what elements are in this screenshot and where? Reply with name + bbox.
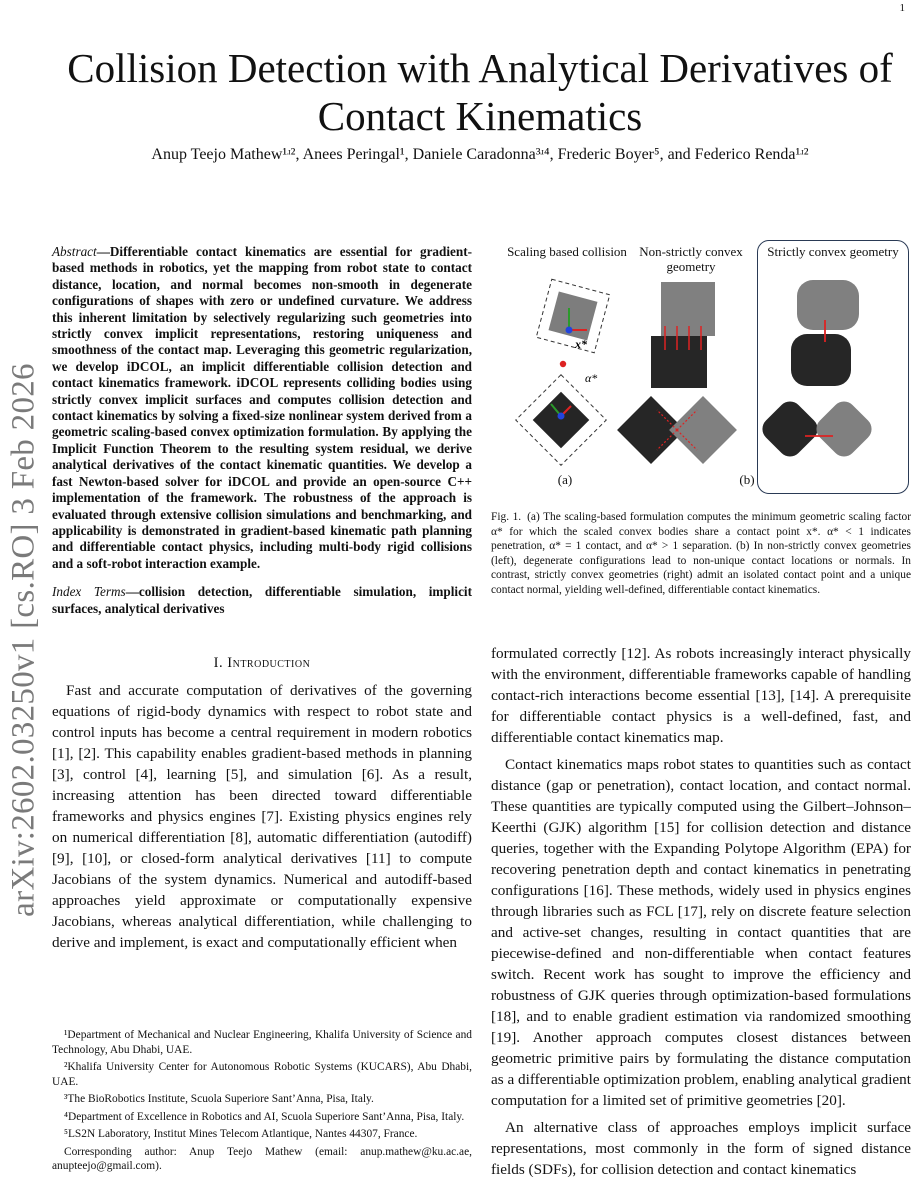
right-column (491, 238, 911, 1180)
caption-head: Fig. 1. (491, 511, 522, 523)
abstract-label: Abstract (52, 244, 97, 259)
figure-1 (491, 238, 911, 496)
figure-col-label: Strictly convex geometry (767, 244, 899, 259)
paper-title: Collision Detection with Analytical Derivatives of Contact Kinematics (67, 45, 893, 139)
footnote: ³The BioRobotics Institute, Scuola Superiore Sant’Anna, Pisa, Italy. (64, 1093, 374, 1105)
subfigure-a-label: (a) (557, 472, 573, 487)
footnotes (52, 1028, 472, 1177)
footnote: ⁵LS2N Laboratory, Institut Mines Telecom Atlantique, Nantes 44307, France. (64, 1128, 418, 1140)
right-paragraph: formulated correctly [12]. As robots increasingly interact physically with the environment, differentiable frameworks capable of handling contact-rich interactions become essential [13], [14]. A prerequisite for differentiable contact physics is a well-defined, fast, and differentiable contact kinematics map. (491, 645, 911, 746)
section-heading (52, 655, 472, 672)
scaled-body-bottom (516, 375, 607, 466)
figure-caption (491, 510, 911, 597)
scaled-body-top (536, 279, 609, 352)
figure-illustration (491, 238, 911, 496)
x-star-label: x* (575, 337, 587, 351)
square-body-bottom (651, 336, 707, 388)
diamond-body-right (669, 396, 737, 464)
caption-text: (a) The scaling-based formulation computes the minimum geometric scaling factor α* for which the scaled convex bodies share a contact point x*. α* < 1 indicates penetration, α* = 1 contact, and α* > 1 separation. (b) In non-strictly convex geometries (left), degenerate configurations lead to non-unique contact locations or normals. In contrast, strictly convex geometries (right) admit an isolated contact point and a unique contact normal, yielding well-defined, differentiable contact kinematics. (491, 511, 911, 596)
rounded-body-bottom (791, 334, 851, 386)
intro-paragraph: Fast and accurate computation of derivatives of the governing equations of rigid-body dynamics with respect to robot state and control inputs has become a central requirement in modern robotics [1], [2]. This capability enables gradient-based methods in planning [3], control [4], learning [5], and simulation [6]. As a result, increasing attention has been directed toward differentiable frameworks and physics engines [7]. Existing physics engines rely on numerical differentiation [8], automatic differentiation (autodiff) [9], [10], or closed-form analytical derivatives [11] to compute Jacobians of the system dynamics. Numerical and autodiff-based approaches yield approximate or computationally expensive Jacobians, whereas analytical differentiation, while challenging to derive and implement, is exact and computationally efficient when (52, 681, 472, 951)
section-title: Introduction (227, 654, 311, 671)
rounded-body-top (797, 280, 859, 330)
abstract (52, 244, 472, 572)
figure-col-label: Non-strictly convex geometry (639, 244, 743, 274)
index-terms-text: —collision detection, differentiable simulation, implicit surfaces, analytical derivatives (52, 584, 472, 616)
subfigure-b-label: (b) (739, 472, 755, 487)
arxiv-sidebar-stamp: arXiv:2602.03250v1 [cs.RO] 3 Feb 2026 (5, 363, 42, 917)
contact-point-marker (560, 361, 566, 367)
rounded-diamond-left (757, 396, 822, 461)
author-list: Anup Teejo Mathew¹ʴ², Anees Peringal¹, Daniele Caradonna³ʴ⁴, Frederic Boyer⁵, and Federico Renda¹ʴ² (151, 146, 809, 163)
figure-col-label: Scaling based collision (507, 244, 627, 259)
right-paragraph: Contact kinematics maps robot states to quantities such as contact distance (gap or penetration), contact location, and contact normal. These quantities are typically computed using the Gilbert–Johnson–Keerthi (GJK) algorithm [15] for collision detection and distance queries, together with the Expanding Polytope Algorithm (EPA) for recovering penetration depth and contact kinematics in penetrating configurations [16]. These methods, widely used in physics engines through libraries such as FCL [17], rely on discrete feature selection and active-set changes, resulting in contact quantities that are piecewise-defined and non-differentiable when contact features switch. Recent work has sought to improve the efficiency and robustness of GJK queries through optimization-based formulations [18], and to enable gradient estimation via randomized smoothing [19]. Another approach computes closest distances between geometric primitive pairs by formulating the distance computation as a differentiable optimization problem, enabling analytical gradient computation for a limited set of primitive geometries [20]. (491, 756, 911, 1109)
footnote: Corresponding author: Anup Teejo Mathew (email: anup.mathew@ku.ac.ae, anupteejo@gmail.com). (52, 1145, 472, 1172)
footnote: ²Khalifa University Center for Autonomous Robotic Systems (KUCARS), Abu Dhabi, UAE. (52, 1061, 472, 1088)
left-column (52, 244, 472, 953)
rounded-diamond-right (811, 396, 876, 461)
footnote: ⁴Department of Excellence in Robotics and AI, Scuola Superiore Sant’Anna, Pisa, Italy. (64, 1110, 465, 1123)
section-number: I. (213, 654, 224, 671)
square-body-top (661, 282, 715, 336)
page-number: 1 (899, 2, 905, 14)
footnote: ¹Department of Mechanical and Nuclear Engineering, Khalifa University of Science and Technology, Abu Dhabi, UAE. (52, 1029, 472, 1056)
alpha-star-label: α* (585, 371, 598, 385)
index-terms-label: Index Terms (52, 584, 126, 600)
index-terms (52, 584, 472, 617)
abstract-text: —Differentiable contact kinematics are essential for gradient-based methods in robotics, yet the mapping from robot state to contact distance, location, and normal becomes non-smooth in degenerate configurations of shapes with zero or undefined curvature. We address this inherent limitation by selectively regularizing such geometries into strictly convex implicit representations, restoring uniqueness and smoothness of the contact map. Leveraging this geometric regularization, we develop iDCOL, an implicit differentiable collision detection and contact kinematics framework. iDCOL represents colliding bodies using strictly convex implicit surfaces and computes collision detection and contact kinematics by solving a fixed-size nonlinear system derived from a geometric scaling-based convex optimization formulation. By applying the Implicit Function Theorem to the resulting system residual, we derive analytical derivatives of the contact kinematic quantities. We develop a fast Newton-based solver for iDCOL and provide an open-source C++ implementation of the framework. The robustness of the approach is evaluated through extensive collision simulations and benchmarking, and applicability is demonstrated in gradient-based kinematic path planning and differentiable contact physics, including multi-body rigid collisions and a soft-robot interaction example. (52, 244, 472, 571)
right-paragraph: An alternative class of approaches employs implicit surface representations, most commonly in the form of signed distance fields (SDFs), for collision detection and contact kinematics (491, 1119, 911, 1178)
